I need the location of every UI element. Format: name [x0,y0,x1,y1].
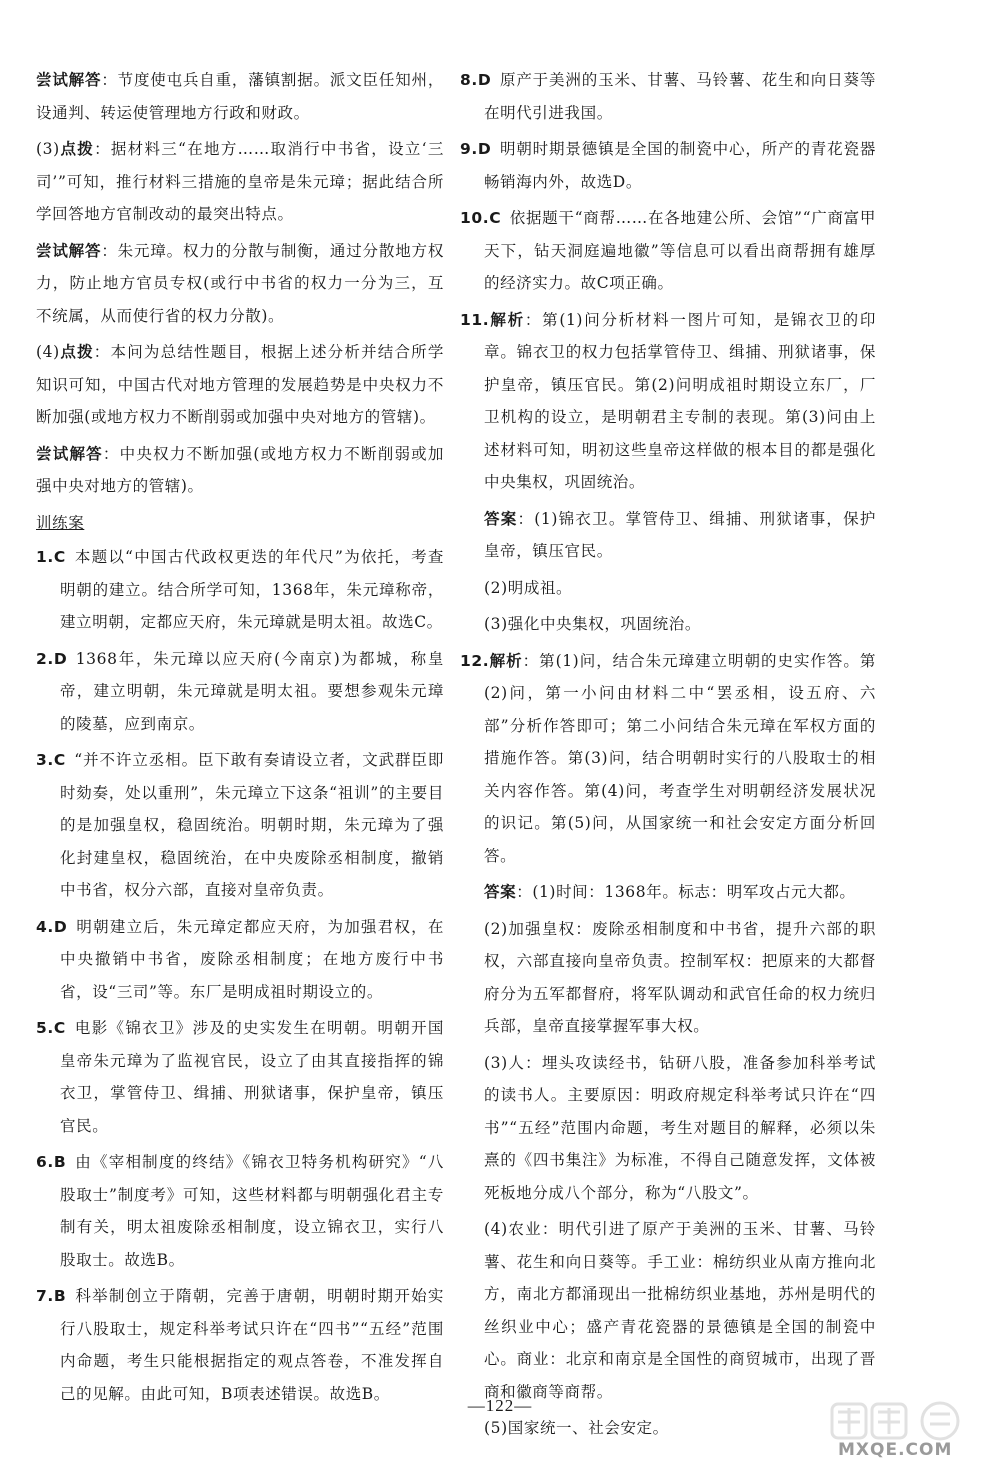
answer-line [460,1047,876,1210]
question-item [36,911,444,1009]
paragraph-text: 明朝时期景德镇是全国的制瓷中心，所产的青花瓷器畅销海内外，故选D。 [484,140,876,191]
question-number: 1.C [36,548,66,566]
paragraph-text: 本问为总结性题目，根据上述分析并结合所学知识可知，中国古代对地方管理的发展趋势是中央权力不断加强(或地方权力不断削弱或加强中央对地方的管辖)。 [36,343,444,426]
answer-line [460,913,876,1043]
question-item: 12.解析：第(1)问，结合朱元璋建立明朝的史实作答。第(2)问，第一小问由材料二中“罢丞相，设五府、六部”分析作答即可；第二小问结合朱元璋在军权方面的措施作答。第(3)问，结合明朝时实行的八股取士的相关内容作答。第(4)问，考查学生对明朝经济发展状况的识记。第(5)问，从国家统一和社会安定方面分析回答。 [460,651,876,865]
page-number: —122— [467,1396,533,1415]
question-item [460,133,876,198]
paragraph-text: 1368年，朱元璋以应天府(今南京)为都城，称皇帝，建立明朝，朱元璋就是明太祖。要想参观朱元璋的陵墓，应到南京。 [60,649,444,733]
part-prefix: (4) [36,343,60,361]
paragraph-text: “并不许立丞相。臣下敢有奏请设立者，文武群臣即时劾奏，处以重刑”，朱元璋立下这条“祖训”的主要目的是加强皇权，稳固统治。明朝时期，朱元璋为了强化封建皇权，稳固统治，在中央废除丞相制度，撤销中书省，权分六部，直接对皇帝负责。 [60,751,444,899]
label-尝试解答: 尝试解答 [36,71,102,89]
answer-line [460,608,876,641]
paragraph-text: (2)明成祖。 [484,578,573,597]
label-答案: 答案 [484,509,518,528]
question-number: 11. [460,310,490,329]
question-number: 9.D [460,140,492,158]
left-column [36,64,444,1414]
paragraph-text: 本题以“中国古代政权更迭的年代尺”为依托，考查明朝的建立。结合所学可知，1368年，朱元璋称帝，建立明朝，定都应天府，朱元璋就是明太祖。故选C。 [60,548,444,631]
paragraph-text: 原产于美洲的玉米、甘薯、马铃薯、花生和向日葵等在明代引进我国。 [484,71,876,122]
question-item [36,1012,444,1142]
question-number: 8.D [460,71,492,89]
paragraph-text: 第(1)问分析材料一图片可知，是锦衣卫的印章。锦衣卫的权力包括掌管侍卫、缉捕、刑狱诸事，保护皇帝，镇压官民。第(2)问明成祖时期设立东厂，厂卫机构的设立，是明朝君主专制的表现。第(3)问由上述材料可知，明初这些皇帝这样做的根本目的都是强化中央集权，巩固统治。 [484,310,876,491]
answer-paragraph: 尝试解答：中央权力不断加强(或地方权力不断削弱或加强中央对地方的管辖)。 [36,444,444,495]
paragraph-text: (1)时间：1368年。标志：明军攻占元大都。 [532,883,856,901]
question-item [36,1280,444,1410]
label-点拨: 点拨 [59,343,94,361]
label-答案: 答案 [484,883,517,901]
answer-paragraph: 尝试解答：朱元璋。权力的分散与制衡，通过分散地方权力，防止地方官员专权(或行中书省的权力一分为三，互不统属，从而使行省的权力分散)。 [36,241,444,325]
paragraph-text: (2)加强皇权：废除丞相制度和中书省，提升六部的职权，六部直接向皇帝负责。控制军权：把原来的大都督府分为五军都督府，将军队调动和武官任命的权力统归兵部，皇帝直接掌握军事大权。 [484,919,876,1035]
question-number: 7.B [36,1287,67,1305]
paragraph-text: 依据题干“商帮……在各地建公所、会馆”“广商富甲天下，钻天洞庭遍地徽”等信息可以看出商帮拥有雄厚的经济实力。故C项正确。 [484,209,876,292]
answer-line: 答案：(1)锦衣卫。掌管侍卫、缉捕、刑狱诸事，保护皇帝，镇压官民。 [484,509,876,560]
part-prefix: (3) [36,140,60,158]
question-item [36,541,444,639]
answer-paragraph: (3)点拨：据材料三“在地方……取消行中书省，设立‘三司’”可知，推行材料三措施的皇帝是朱元璋；据此结合所学回答地方官制改动的最突出特点。 [36,140,445,223]
paragraph-text: 电影《锦衣卫》涉及的史实发生在明朝。明朝开国皇帝朱元璋为了监视官民，设立了由其直接指挥的锦衣卫，掌管侍卫、缉捕、刑狱诸事，保护皇帝，镇压官民。 [60,1019,444,1135]
paragraph-text: 据材料三“在地方……取消行中书省，设立‘三司’”可知，推行材料三措施的皇帝是朱元璋；据此结合所学回答地方官制改动的最突出特点。 [36,140,445,223]
question-item [36,1146,444,1276]
paragraph-text: 朱元璋。权力的分散与制衡，通过分散地方权力，防止地方官员专权(或行中书省的权力一分为三，互不统属，从而使行省的权力分散)。 [36,241,444,325]
answer-paragraph: (4)点拨：本问为总结性题目，根据上述分析并结合所学知识可知，中国古代对地方管理的发展趋势是中央权力不断加强(或地方权力不断削弱或加强中央对地方的管辖)。 [36,343,444,426]
answer-line [460,1213,876,1408]
paragraph-text: (3)人：埋头攻读经书，钻研八股，准备参加科举考试的读书人。主要原因：明政府规定科举考试只许在“四书”“五经”范围内命题，考生对题目的解释，必须以朱熹的《四书集注》为标准，不得自己随意发挥，文体被死板地分成八个部分，称为“八股文”。 [484,1053,876,1202]
watermark-text: MXQE.COM [838,1440,953,1460]
label-解析: 解析 [489,310,525,329]
section-heading: 训练案 [36,513,85,532]
paragraph-text: (4)农业：明代引进了原产于美洲的玉米、甘薯、马铃薯、花生和向日葵等。手工业：棉纺织业从南方推向北方，南北方都涌现出一批棉纺织业基地，苏州是明代的丝织业中心；盛产青花瓷器的景德镇是全国的制瓷中心。商业：北京和南京是全国性的商贸城市，出现了晋商和徽商等商帮。 [484,1220,876,1401]
label-点拨: 点拨 [59,140,95,158]
paragraph-text: (1)锦衣卫。掌管侍卫、缉捕、刑狱诸事，保护皇帝，镇压官民。 [484,509,876,560]
paragraph-text: (5)国家统一、社会安定。 [484,1419,669,1437]
label-解析: 解析 [489,651,523,670]
question-number: 4.D [36,917,68,936]
paragraph-text: (3)强化中央集权，巩固统治。 [484,615,701,633]
answer-line: 答案：(1)时间：1368年。标志：明军攻占元大都。 [484,883,856,901]
right-column [460,64,876,1449]
question-number: 5.C [36,1019,66,1037]
question-number: 6.B [36,1153,67,1171]
paragraph-text: 由《宰相制度的终结》《锦衣卫特务机构研究》“八股取士”制度考》可知，这些材料都与明朝强化君主专制有关，明太祖废除丞相制度，设立锦衣卫，实行八股取士。故选B。 [60,1153,444,1269]
question-item [36,643,444,741]
question-item [460,202,876,300]
question-item [460,64,876,129]
answer-line [460,1412,876,1445]
answer-paragraph: 尝试解答：节度使屯兵自重，藩镇割据。派文臣任知州，设通判、转运使管理地方行政和财政。 [36,71,444,122]
label-尝试解答: 尝试解答 [36,241,102,260]
question-number: 3.C [36,751,66,769]
question-item [36,744,444,907]
label-尝试解答: 尝试解答 [36,444,103,463]
question-number: 12. [460,651,490,670]
paragraph-text: 科举制创立于隋朝，完善于唐朝，明朝时期开始实行八股取士，规定科举考试只许在“四书”“五经”范围内命题，考生只能根据指定的观点答卷，不准发挥自己的见解。由此可知，B项表述错误。故选B。 [60,1287,444,1403]
paragraph-text: 中央权力不断加强(或地方权力不断削弱或加强中央对地方的管辖)。 [36,444,444,495]
question-number: 10.C [460,209,502,227]
question-item: 11.解析：第(1)问分析材料一图片可知，是锦衣卫的印章。锦衣卫的权力包括掌管侍卫、缉捕、刑狱诸事，保护皇帝，镇压官民。第(2)问明成祖时期设立东厂，厂卫机构的设立，是明朝君主专制的表现。第(3)问由上述材料可知，明初这些皇帝这样做的根本目的都是强化中央集权，巩固统治。 [460,310,876,491]
question-number: 2.D [36,649,68,668]
paragraph-text: 明朝建立后，朱元璋定都应天府，为加强君权，在中央撤销中书省，废除丞相制度；在地方废行中书省，设“三司”等。东厂是明成祖时期设立的。 [60,917,444,1001]
answer-line [460,572,876,605]
paragraph-text: 第(1)问，结合朱元璋建立明朝的史实作答。第(2)问，第一小问由材料二中“罢丞相，设五府、六部”分析作答即可；第二小问结合朱元璋在军权方面的措施作答。第(3)问，结合明朝时实行的八股取士的相关内容作答。第(4)问，考查学生对明朝经济发展状况的识记。第(5)问，从国家统一和社会安定方面分析回答。 [484,651,876,865]
paragraph-text: 节度使屯兵自重，藩镇割据。派文臣任知州，设通判、转运使管理地方行政和财政。 [36,71,444,122]
